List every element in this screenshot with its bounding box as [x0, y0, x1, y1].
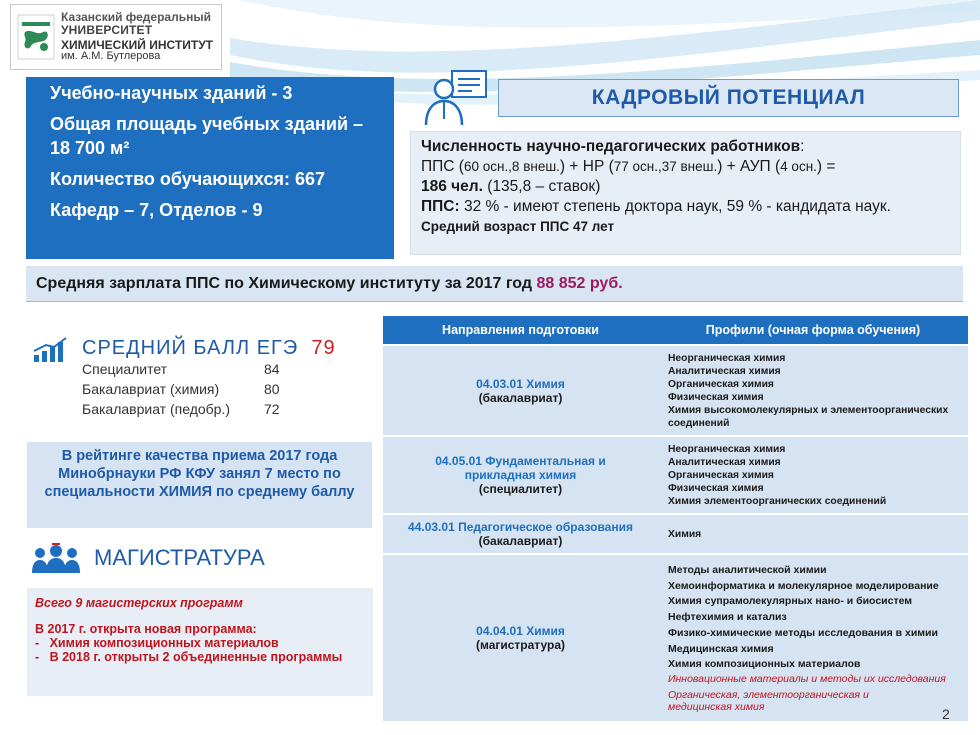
magistracy-item-2: В 2018 г. открыты 2 объединенные программы — [49, 650, 343, 664]
direction-code: 04.03.01 Химия — [476, 376, 565, 391]
profiles-cell — [658, 555, 968, 721]
magistracy-opened: В 2017 г. открыта новая программа: — [35, 622, 257, 636]
salary-bar — [26, 266, 963, 302]
staff-pps-label: ППС: — [421, 198, 460, 215]
direction-code: 04.04.01 Химия — [476, 624, 565, 638]
logo-line-4: им. А.М. Бутлерова — [61, 50, 161, 63]
profile-item: Нефтехимия и катализ — [668, 611, 787, 624]
direction-type: (специалитет) — [478, 482, 563, 496]
direction-type: (магистратура) — [475, 638, 565, 652]
staff-rate: (135,8 – ставок) — [482, 178, 601, 195]
ege-row-score: 80 — [264, 381, 280, 397]
direction-cell — [383, 437, 658, 513]
direction-code: 44.03.01 Педагогическое образования — [408, 520, 633, 534]
fact-area: Общая площадь учебных зданий – 18 700 м² — [50, 114, 364, 158]
fact-buildings: Учебно-научных зданий - 3 — [50, 83, 293, 103]
staff-aup-detail: 4 осн. — [780, 159, 817, 174]
profile-item: Методы аналитической химии — [668, 564, 827, 577]
staff-eq: ) = — [816, 158, 836, 175]
table-header-directions: Направления подготовки — [383, 316, 658, 344]
table-row — [383, 515, 968, 553]
magistracy-title: МАГИСТРАТУРА — [94, 545, 265, 570]
profile-item: Неорганическая химия — [668, 443, 786, 455]
profile-item: Химия — [668, 528, 702, 540]
fact-students: Количество обучающихся: 667 — [50, 169, 325, 189]
staff-degree: 32 % - имеют степень доктора наук, 59 % - кандидата наук. — [459, 198, 891, 215]
salary-text: Средняя зарплата ППС по Химическому институту за 2017 год — [36, 275, 537, 292]
direction-type: (бакалавриат) — [478, 534, 563, 548]
profile-item: Органическая химия — [668, 378, 774, 390]
staff-aup: ) + АУП ( — [717, 158, 781, 175]
salary-value: 88 852 руб. — [536, 275, 623, 292]
new-profile-item: Органическая, элементоорганическая и медицинская химия — [668, 688, 869, 713]
profile-item: Аналитическая химия — [668, 456, 781, 468]
magistracy-item-1: Химия композиционных материалов — [49, 636, 279, 650]
profiles-cell — [658, 437, 968, 513]
direction-type: (бакалавриат) — [478, 390, 563, 405]
profile-item: Химия высокомолекулярных и элементоорганических соединений — [668, 404, 949, 429]
ege-title — [82, 337, 336, 360]
profiles-cell — [658, 515, 968, 553]
direction-cell — [383, 515, 658, 553]
profile-item: Хемоинформатика и молекулярное моделирование — [668, 579, 939, 592]
magistracy-total: Всего 9 магистерских программ — [35, 596, 243, 610]
logo-line-3: ХИМИЧЕСКИЙ ИНСТИТУТ — [61, 37, 213, 52]
staff-heading-colon: : — [800, 138, 805, 155]
profiles-cell — [658, 346, 968, 435]
profile-item: Химия композиционных материалов — [668, 658, 861, 671]
ege-row-score: 84 — [264, 361, 280, 377]
bullet: - — [35, 636, 40, 650]
profile-item: Неорганическая химия — [668, 352, 786, 364]
staff-pps-detail: 60 осн.,8 внеш. — [463, 159, 560, 174]
logo-line-1: Казанский федеральный — [61, 10, 211, 25]
ege-row-score: 72 — [264, 401, 280, 417]
ege-average-value: 79 — [311, 337, 336, 359]
page-title: КАДРОВЫЙ ПОТЕНЦИАЛ — [498, 79, 959, 117]
staff-total: 186 чел. — [421, 178, 483, 195]
profile-item: Химия супрамолекулярных нано- и биосистем — [668, 595, 913, 608]
profile-item: Аналитическая химия — [668, 365, 781, 377]
staff-box — [410, 131, 961, 255]
profile-item: Химия элементоорганических соединений — [668, 495, 887, 507]
presenter-icon — [420, 69, 490, 127]
direction-cell — [383, 555, 658, 721]
page-number: 2 — [942, 706, 950, 722]
facts-box — [26, 77, 394, 259]
ege-row-label: Бакалавриат (химия) — [82, 381, 220, 397]
staff-heading: Численность научно-педагогических работников — [421, 138, 801, 155]
new-profile-item: Инновационные материалы и методы их исследования — [668, 672, 946, 685]
profile-item: Физико-химические методы исследования в химии — [668, 626, 938, 639]
bullet: - — [35, 650, 40, 664]
rating-box: В рейтинге качества приема 2017 года Минобрнауки РФ КФУ занял 7 место по специальности ХИМИЯ по среднему баллу — [27, 442, 372, 528]
ege-row-bachelor-pedagogy — [82, 401, 280, 417]
profile-item: Органическая химия — [668, 469, 774, 481]
table-header-row — [383, 316, 968, 344]
table-row — [383, 555, 968, 721]
bar-chart-icon — [32, 337, 70, 363]
magistracy-box — [27, 588, 373, 696]
ege-title-text: СРЕДНИЙ БАЛЛ ЕГЭ — [82, 337, 299, 359]
ege-row-bachelor-chemistry — [82, 381, 280, 397]
profile-item: Медицинская химия — [668, 642, 774, 655]
table-row — [383, 437, 968, 513]
direction-code: 04.05.01 Фундаментальная и прикладная химия — [435, 454, 606, 482]
staff-age: Средний возраст ППС 47 лет — [421, 219, 615, 234]
profile-item: Физическая химия — [668, 482, 764, 494]
fact-departments: Кафедр – 7, Отделов - 9 — [50, 200, 263, 220]
kfu-emblem-icon — [17, 14, 55, 60]
kfu-logo — [10, 4, 222, 70]
ege-row-specialist — [82, 361, 280, 377]
staff-nr: ) + НР ( — [559, 158, 614, 175]
logo-line-2: УНИВЕРСИТЕТ — [61, 22, 153, 37]
table-row — [383, 346, 968, 435]
ege-row-label: Бакалавриат (педобр.) — [82, 401, 231, 417]
table-header-profiles: Профили (очная форма обучения) — [658, 316, 968, 344]
direction-cell — [383, 346, 658, 435]
ege-row-label: Специалитет — [82, 361, 168, 377]
staff-nr-detail: 77 осн.,37 внеш. — [613, 159, 718, 174]
profile-item: Физическая химия — [668, 391, 764, 403]
graduates-icon — [30, 543, 82, 573]
programs-table — [383, 314, 968, 723]
staff-pps: ППС ( — [421, 158, 464, 175]
